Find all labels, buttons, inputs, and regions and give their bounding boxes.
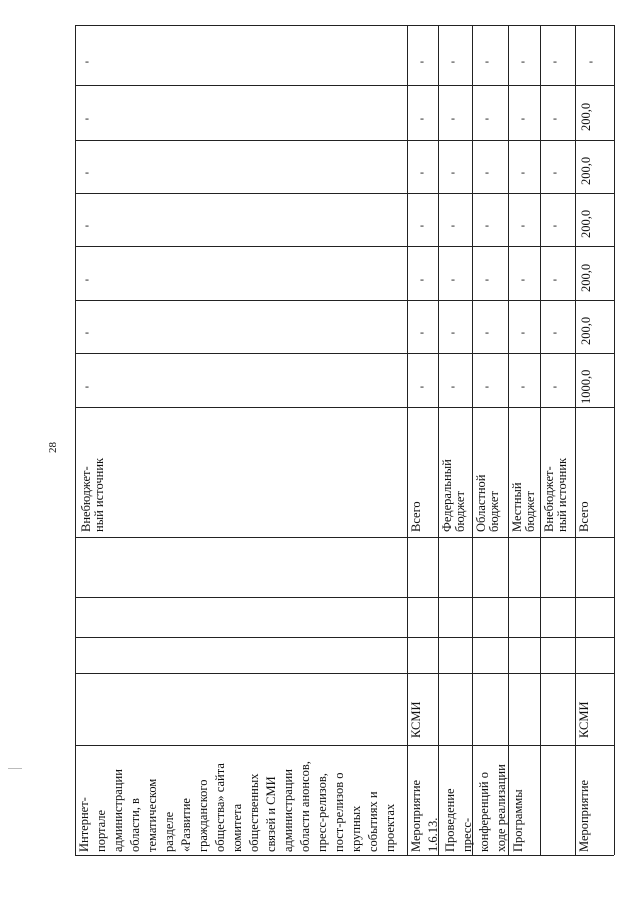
measure-description-line: области анонсов, [298,761,312,852]
value-cell: - [85,325,89,339]
funding-source-label: Областной [474,474,488,532]
value-cell: - [451,379,455,393]
value-cell: - [420,325,424,339]
value-cell: - [521,325,525,339]
funding-source-label: Местный [510,482,524,532]
value-cell: - [451,272,455,286]
column-border [75,673,614,674]
value-cell: - [553,325,557,339]
column-border [75,637,614,638]
value-cell: - [521,54,525,68]
column-border [75,246,614,247]
value-cell: - [420,272,424,286]
column-border [75,193,614,194]
funding-source-label: Федеральный [440,459,454,532]
value-cell: - [85,379,89,393]
value-cell: - [553,111,557,125]
value-cell: - [521,165,525,179]
value-cell: - [521,218,525,232]
column-border [75,140,614,141]
value-cell: - [451,218,455,232]
value-cell: 200,0 [579,209,593,238]
measure-description-line: администрации [111,769,125,852]
funding-source-label: бюджет [487,491,501,532]
funding-source-label: Всего [577,501,591,532]
funding-source-label: ный источник [92,457,106,532]
value-cell: 200,0 [579,102,593,131]
row-border [614,25,615,855]
column-border [75,85,614,86]
row-border [438,25,439,855]
column-border [75,353,614,354]
value-cell: - [451,54,455,68]
value-cell: - [420,218,424,232]
row-border [575,25,576,855]
measure-description-line: проектах [383,803,397,852]
value-cell: - [420,165,424,179]
measure-description-line: гражданского [196,779,210,852]
measure-description-line: связей и СМИ [264,776,278,852]
row-border [508,25,509,855]
value-cell: - [451,111,455,125]
measure-description-line: конференций о [477,772,491,852]
value-cell: - [521,111,525,125]
value-cell: - [420,379,424,393]
funding-source-label: ный источник [555,457,569,532]
value-cell: - [553,165,557,179]
funding-source-label: Внебюджет- [542,466,556,532]
executor-label: КСМИ [577,701,591,738]
value-cell: - [521,272,525,286]
measure-description-line: Мероприятие [577,779,591,852]
row-border [540,25,541,855]
value-cell: - [553,54,557,68]
measure-description-line: разделе [162,811,176,852]
value-cell: - [485,165,489,179]
funding-source-label: Всего [409,501,423,532]
funding-source-label: бюджет [523,491,537,532]
scan-mark [8,768,22,769]
value-cell: - [521,379,525,393]
value-cell: 200,0 [579,263,593,292]
value-cell: - [589,54,593,68]
measure-description-line: комитета [230,803,244,852]
measure-description-line: пост-релизов о [332,772,346,852]
measure-description-line: администрации [281,769,295,852]
value-cell: - [451,165,455,179]
value-cell: - [85,54,89,68]
measure-description-line: области, в [128,798,142,852]
column-border [75,407,614,408]
measure-description-line: портале [94,809,108,852]
value-cell: 200,0 [579,156,593,185]
column-border [75,597,614,598]
measure-description-line: Мероприятие [409,779,423,852]
value-cell: - [85,272,89,286]
value-cell: - [485,111,489,125]
column-border [75,745,614,746]
value-cell: - [553,218,557,232]
measure-description-line: 1.6.13. [426,817,440,852]
measure-description-line: пресс- [460,817,474,852]
value-cell: - [451,325,455,339]
measure-description-line: «Развитие [179,798,193,852]
measure-description-line: Проведение [443,788,457,852]
column-border [75,537,614,538]
measure-description-line: крупных [349,805,363,852]
value-cell: - [85,165,89,179]
value-cell: 1000,0 [579,369,593,404]
value-cell: - [485,272,489,286]
row-border [407,25,408,855]
value-cell: - [420,54,424,68]
value-cell: - [485,54,489,68]
measure-description-line: тематическом [145,778,159,852]
measure-description-line: Программы [511,789,525,852]
column-border [75,855,614,856]
row-border [472,25,473,855]
value-cell: 200,0 [579,316,593,345]
value-cell: - [85,218,89,232]
measure-description-line: Интернет- [77,797,91,852]
column-border [75,300,614,301]
value-cell: - [485,325,489,339]
funding-source-label: бюджет [453,491,467,532]
row-border [75,25,76,855]
measure-description-line: событиях и [366,791,380,852]
value-cell: - [553,272,557,286]
column-border [75,25,614,26]
value-cell: - [420,111,424,125]
measure-description-line: общественных [247,773,261,852]
measure-description-line: общества» сайта [213,763,227,852]
funding-source-label: Внебюджет- [79,466,93,532]
value-cell: - [553,379,557,393]
executor-label: КСМИ [409,701,423,738]
value-cell: - [485,218,489,232]
value-cell: - [485,379,489,393]
value-cell: - [85,111,89,125]
measure-description-line: ходе реализации [494,764,508,852]
page-number: 28 [47,442,59,453]
measure-description-line: пресс-релизов, [315,773,329,852]
